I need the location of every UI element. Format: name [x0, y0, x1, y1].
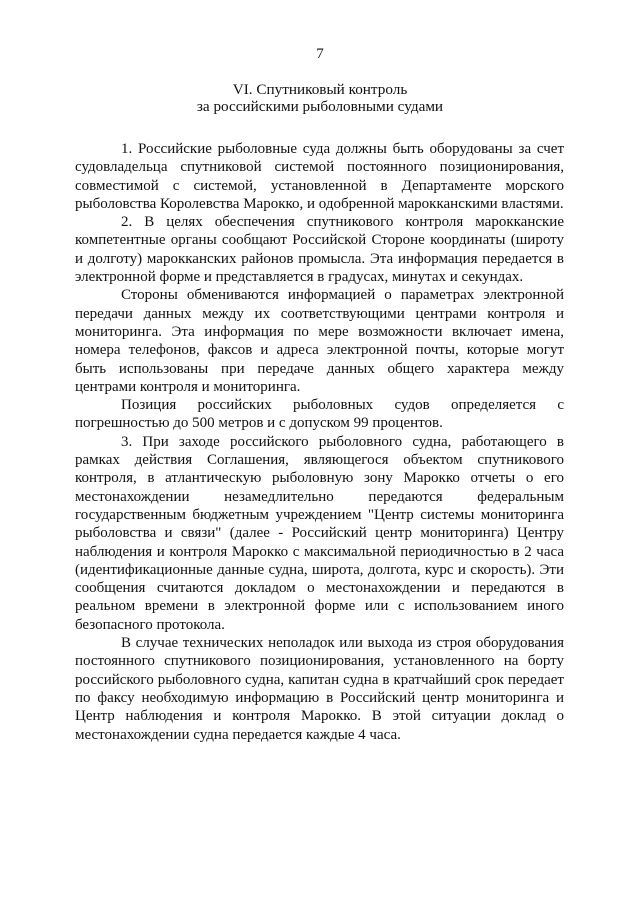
section-heading-line-1: VI. Спутниковый контроль: [232, 81, 408, 98]
paragraph-1: 1. Российские рыболовные суда должны быть оборудованы за счет судовладельца спутниковой системой постоянного позиционирования, совместимой с системой, установленной в Департаменте морского рыболовства Королевства Марокко, и одобренной марокканскими властями.: [75, 141, 564, 212]
page-number: 7: [316, 46, 324, 62]
paragraph-4: Позиция российских рыболовных судов определяется с погрешностью до 500 метров и с допуском 99 процентов.: [75, 397, 564, 432]
paragraph-5: 3. При заходе российского рыболовного судна, работающего в рамках действия Соглашения, являющегося объектом спутникового контроля, в атлантическую рыболовную зону Марокко отчеты о его местонахождении незамедлительно передаются федеральным государственным бюджетным учреждением "Центр системы мониторинга рыболовства и связи" (далее - Российский центр мониторинга) Центру наблюдения и контроля Марокко с максимальной периодичностью в 2 часа (идентификационные данные судна, широта, долгота, курс и скорость). Эти сообщения считаются докладом о местонахождении и передаются в реальном времени в электронной форме или с использованием иного безопасного протокола.: [75, 433, 564, 633]
paragraph-2: 2. В целях обеспечения спутникового контроля марокканские компетентные органы сообщают Российской Стороне координаты (широту и долготу) марокканских районов промысла. Эта информация передается в электронной форме и представляется в градусах, минутах и секундах.: [75, 214, 564, 286]
paragraph-3: Стороны обмениваются информацией о параметрах электронной передачи данных между их соответствующими центрами контроля и мониторинга. Эта информация по мере возможности включает имена, номера телефонов, факсов и адреса электронной почты, которые могут быть использованы при передаче данных общего характера между центрами контроля и мониторинга.: [75, 287, 564, 395]
paragraph-6: В случае технических неполадок или выхода из строя оборудования постоянного спутникового позиционирования, установленного на борту российского рыболовного судна, капитан судна в кратчайший срок передает по факсу необходимую информацию в Российский центр мониторинга и Центр наблюдения и контроля Марокко. В этой ситуации доклад о местонахождении судна передается каждые 4 часа.: [75, 635, 564, 743]
section-heading: [0, 81, 640, 115]
document-body: [75, 140, 564, 744]
section-heading-line-2: за российскими рыболовными судами: [196, 98, 444, 115]
